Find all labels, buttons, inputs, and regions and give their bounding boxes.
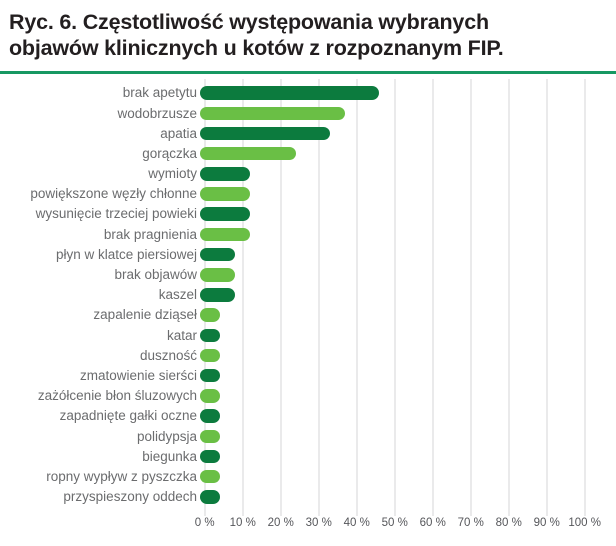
x-tick-label: 90 %	[533, 517, 560, 529]
x-tick-label: 10 %	[229, 517, 256, 529]
bar	[200, 147, 296, 161]
category-label: duszność	[139, 347, 197, 363]
bar	[200, 329, 220, 343]
bar	[200, 207, 251, 221]
bar-row	[0, 245, 616, 265]
bar	[200, 389, 220, 403]
x-tick-label: 60 %	[419, 517, 446, 529]
x-tick-label: 20 %	[267, 517, 294, 529]
bar-track	[205, 224, 585, 244]
bar	[200, 107, 346, 121]
bar-track	[205, 265, 585, 285]
bar-row	[0, 366, 616, 386]
bar-track	[205, 406, 585, 426]
category-label: ropny wypływ z pyszczka	[46, 468, 197, 484]
bar-track	[205, 426, 585, 446]
category-label: apatia	[160, 125, 197, 141]
category-label: brak pragnienia	[103, 226, 197, 242]
bar-row	[0, 305, 616, 325]
category-label: biegunka	[142, 448, 197, 464]
bar-track	[205, 103, 585, 123]
category-label: brak apetytu	[122, 85, 197, 101]
bar-track	[205, 285, 585, 305]
bar-track	[205, 305, 585, 325]
x-tick-label: 40 %	[343, 517, 370, 529]
bar	[200, 308, 220, 322]
category-label: zażółcenie błon śluzowych	[37, 388, 197, 404]
bar-row	[0, 325, 616, 345]
category-label: kaszel	[158, 287, 197, 303]
figure-ryc6	[0, 9, 616, 546]
bar-row	[0, 123, 616, 143]
category-label: wymioty	[148, 166, 197, 182]
bar-track	[205, 386, 585, 406]
bar	[200, 409, 220, 423]
bar	[200, 470, 220, 484]
bar-row	[0, 144, 616, 164]
bar-row	[0, 467, 616, 487]
category-label: powiększone węzły chłonne	[30, 186, 197, 202]
bar-row	[0, 224, 616, 244]
bar-row	[0, 103, 616, 123]
bar-track	[205, 467, 585, 487]
bar	[200, 167, 251, 181]
bar-chart	[0, 74, 616, 545]
bar-track	[205, 144, 585, 164]
bar-row	[0, 184, 616, 204]
bar-row	[0, 204, 616, 224]
bar-row	[0, 83, 616, 103]
bar	[200, 268, 235, 282]
bar-row	[0, 446, 616, 466]
category-label: wodobrzusze	[117, 105, 197, 121]
category-label: zmatowienie sierści	[79, 367, 197, 383]
category-label: gorączka	[142, 145, 197, 161]
bar	[200, 369, 220, 383]
category-label: brak objawów	[114, 267, 197, 283]
bar	[200, 490, 220, 504]
bar-track	[205, 164, 585, 184]
bar-track	[205, 446, 585, 466]
x-tick-label: 50 %	[381, 517, 408, 529]
bar-row	[0, 406, 616, 426]
category-label: zapalenie dziąseł	[93, 307, 197, 323]
x-tick-label: 0 %	[194, 517, 215, 529]
bar	[200, 127, 330, 141]
bar-track	[205, 345, 585, 365]
bar-row	[0, 426, 616, 446]
bar	[200, 430, 220, 444]
bar-track	[205, 325, 585, 345]
bar	[200, 187, 251, 201]
x-axis	[194, 515, 601, 533]
bar-track	[205, 245, 585, 265]
x-tick-label: 30 %	[305, 517, 332, 529]
figure-title: Ryc. 6. Częstotliwość występowania wybranych objawów klinicznych u kotów z rozpoznanym FIP.	[9, 10, 504, 60]
bar	[200, 228, 251, 242]
bar-row	[0, 386, 616, 406]
x-tick-label: 100 %	[568, 517, 601, 529]
bar	[200, 450, 220, 464]
bar-row	[0, 345, 616, 365]
bar	[200, 248, 235, 262]
x-tick-label: 80 %	[495, 517, 522, 529]
category-label: polidypsja	[136, 428, 197, 444]
category-label: wysunięcie trzeciej powieki	[35, 206, 197, 222]
category-label: zapadnięte gałki oczne	[59, 408, 197, 424]
bar	[200, 86, 380, 100]
bar-track	[205, 123, 585, 143]
bar-row	[0, 285, 616, 305]
bar	[200, 349, 220, 363]
category-label: płyn w klatce piersiowej	[55, 246, 197, 262]
bar-track	[205, 83, 585, 103]
category-label: katar	[166, 327, 197, 343]
category-label: przyspieszony oddech	[63, 489, 197, 505]
bar-row	[0, 487, 616, 507]
x-tick-label: 70 %	[457, 517, 484, 529]
bar-track	[205, 184, 585, 204]
bar-track	[205, 366, 585, 386]
bar-row	[0, 164, 616, 184]
bar	[200, 288, 235, 302]
bar-row	[0, 265, 616, 285]
chart-rows	[0, 83, 616, 507]
bar-track	[205, 487, 585, 507]
bar-track	[205, 204, 585, 224]
